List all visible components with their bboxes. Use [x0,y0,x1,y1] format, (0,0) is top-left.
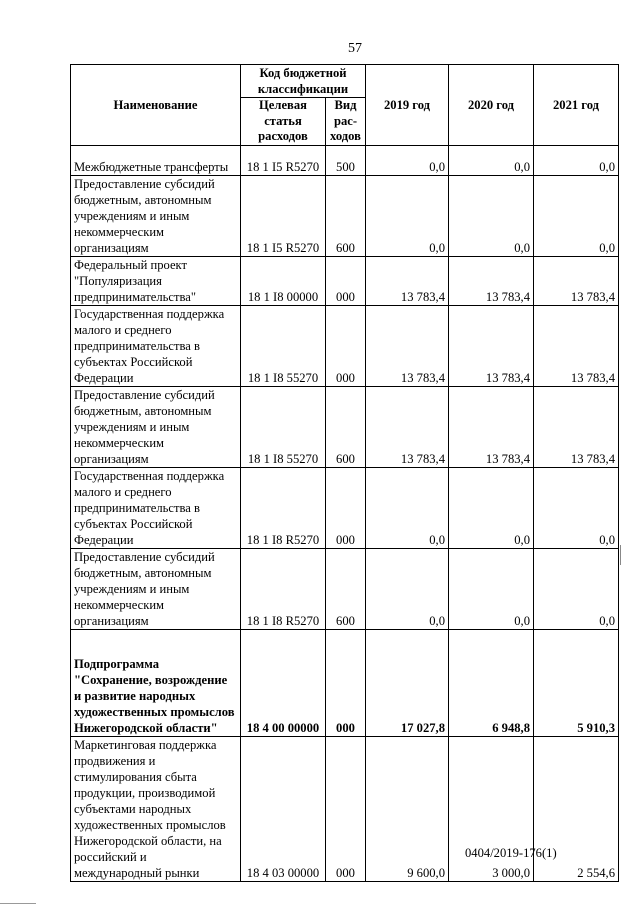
row-value-2021: 0,0 [534,176,619,257]
row-value-2021: 13 783,4 [534,387,619,468]
table-row [71,549,619,630]
header-target-article: Целевая статья расходов [241,98,326,146]
header-budget-code-group: Код бюджетной классификации [241,65,366,98]
row-value-2020: 6 948,8 [449,630,534,737]
row-expense-type: 000 [326,257,366,306]
row-target-article: 18 1 I8 00000 [241,257,326,306]
row-expense-type: 600 [326,387,366,468]
table-row [71,630,619,737]
row-value-2020: 3 000,0 [449,737,534,882]
row-value-2019: 0,0 [366,176,449,257]
row-value-2021: 13 783,4 [534,306,619,387]
row-value-2020: 0,0 [449,176,534,257]
table-body [71,146,619,882]
row-value-2019: 9 600,0 [366,737,449,882]
row-expense-type: 000 [326,737,366,882]
row-name: Предоставление субсидий бюджетным, автономным учреждениям и иным некоммерческим организациям [71,549,241,630]
row-value-2019: 0,0 [366,468,449,549]
header-year-2019: 2019 год [366,65,449,146]
row-name: Предоставление субсидий бюджетным, автономным учреждениям и иным некоммерческим организациям [71,176,241,257]
header-year-2021: 2021 год [534,65,619,146]
row-expense-type: 600 [326,549,366,630]
row-target-article: 18 1 I8 R5270 [241,549,326,630]
row-value-2019: 0,0 [366,146,449,176]
document-code: 0404/2019-176(1) [465,846,557,860]
row-value-2021: 0,0 [534,468,619,549]
row-value-2021: 0,0 [534,146,619,176]
row-name: Межбюджетные трансферты [71,146,241,176]
table-row [71,146,619,176]
row-value-2019: 0,0 [366,549,449,630]
header-year-2020: 2020 год [449,65,534,146]
row-value-2021: 5 910,3 [534,630,619,737]
row-expense-type: 000 [326,306,366,387]
row-name: Федеральный проект "Популяризация предпринимательства" [71,257,241,306]
header-name: Наименование [71,65,241,146]
row-target-article: 18 1 I8 55270 [241,306,326,387]
row-value-2019: 13 783,4 [366,257,449,306]
row-name: Маркетинговая поддержка продвижения и стимулирования сбыта продукции, производимой субъектами народных художественных промыслов Нижегородской области, на российский и международный рынки [71,737,241,882]
row-value-2020: 13 783,4 [449,306,534,387]
row-target-article: 18 4 00 00000 [241,630,326,737]
row-value-2019: 13 783,4 [366,306,449,387]
row-value-2019: 13 783,4 [366,387,449,468]
table-row [71,306,619,387]
header-expense-type: Вид рас-ходов [326,98,366,146]
row-target-article: 18 4 03 00000 [241,737,326,882]
row-expense-type: 000 [326,468,366,549]
scan-edge-mark [620,545,621,565]
row-value-2021: 0,0 [534,549,619,630]
row-target-article: 18 1 I8 R5270 [241,468,326,549]
row-value-2020: 13 783,4 [449,387,534,468]
row-name: Предоставление субсидий бюджетным, автономным учреждениям и иным некоммерческим организациям [71,387,241,468]
row-name: Государственная поддержка малого и среднего предпринимательства в субъектах Российской Федерации [71,468,241,549]
row-expense-type: 500 [326,146,366,176]
row-value-2021: 2 554,6 [534,737,619,882]
row-value-2021: 13 783,4 [534,257,619,306]
row-value-2020: 0,0 [449,146,534,176]
scan-edge-line [0,903,36,904]
row-target-article: 18 1 I5 R5270 [241,146,326,176]
budget-table [70,64,619,882]
table-row [71,387,619,468]
row-value-2020: 13 783,4 [449,257,534,306]
table-row [71,257,619,306]
row-value-2019: 17 027,8 [366,630,449,737]
row-target-article: 18 1 I5 R5270 [241,176,326,257]
row-value-2020: 0,0 [449,468,534,549]
row-value-2020: 0,0 [449,549,534,630]
row-target-article: 18 1 I8 55270 [241,387,326,468]
page-number: 57 [348,41,362,56]
row-name: Государственная поддержка малого и среднего предпринимательства в субъектах Российской Федерации [71,306,241,387]
row-name: Подпрограмма "Сохранение, возрождение и развитие народных художественных промыслов Нижегородской области" [71,630,241,737]
row-expense-type: 000 [326,630,366,737]
row-expense-type: 600 [326,176,366,257]
table-row [71,176,619,257]
table-row [71,468,619,549]
